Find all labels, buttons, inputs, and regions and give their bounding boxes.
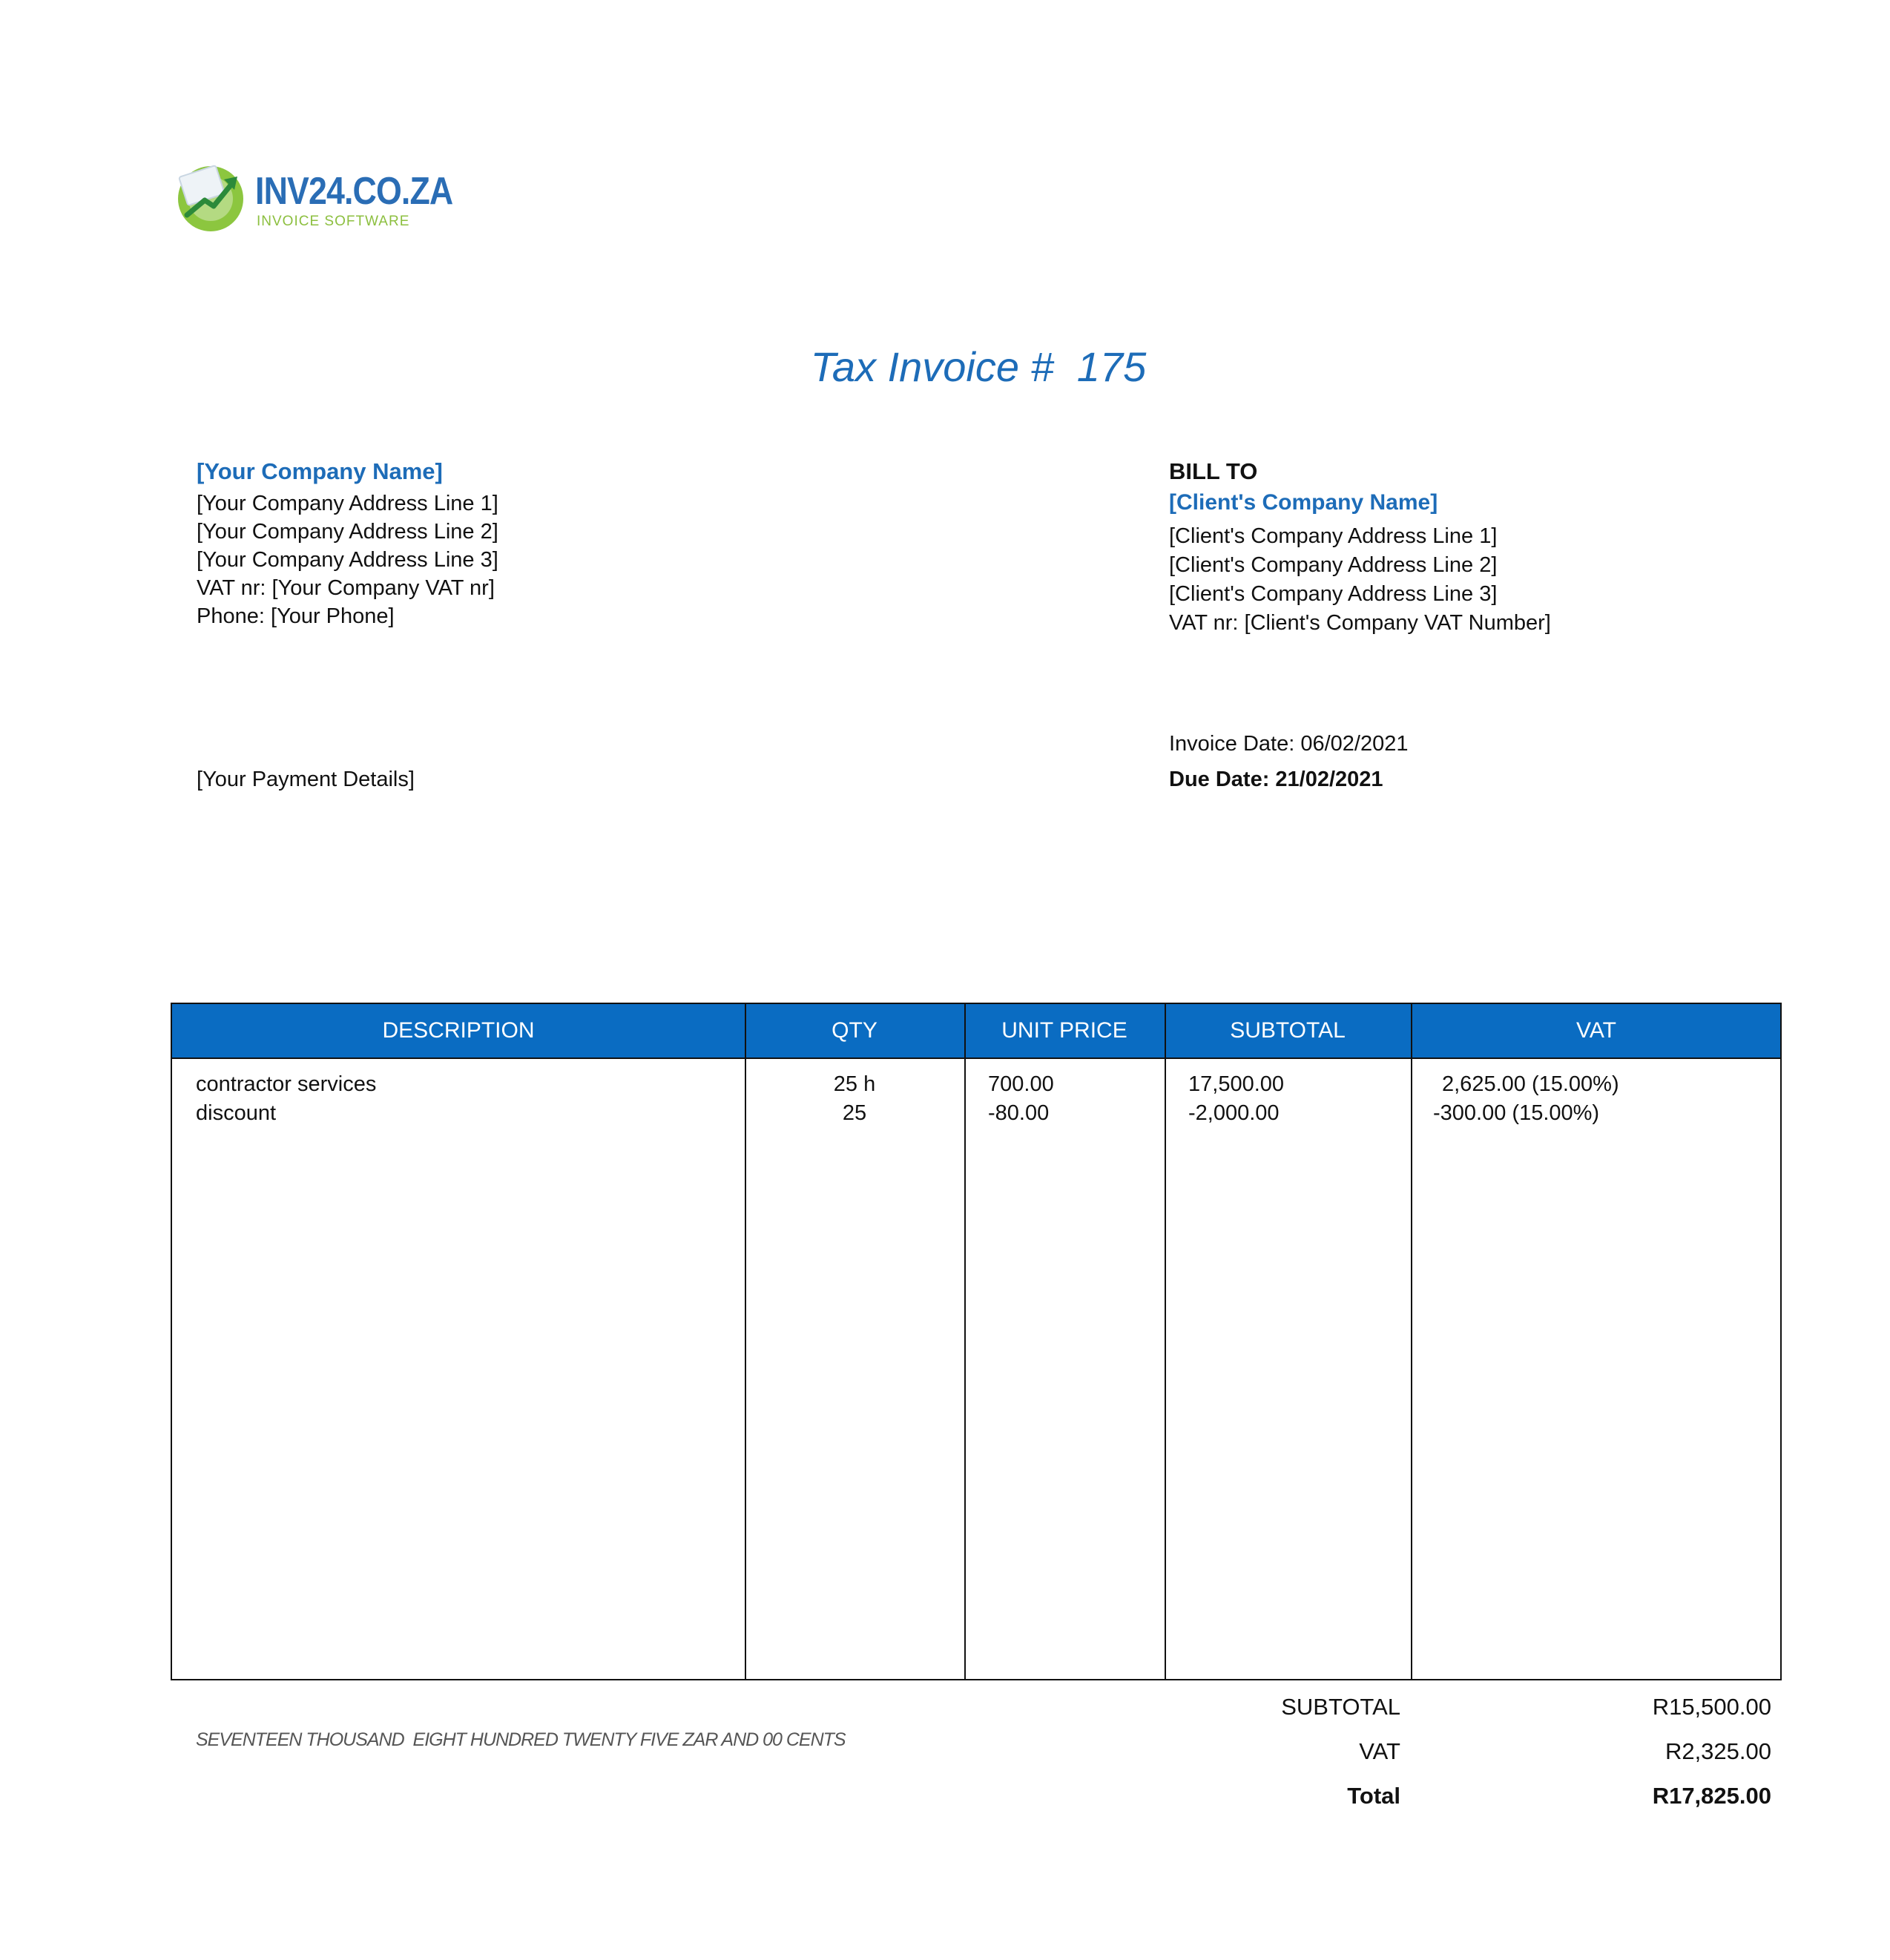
company-name: [Your Company Name]	[197, 458, 443, 484]
row-description: contractor services	[196, 1072, 377, 1096]
client-address-line-1: [Client's Company Address Line 1]	[1169, 524, 1498, 548]
totals-vat-label: VAT	[1359, 1738, 1400, 1764]
row-subtotal: -2,000.00	[1188, 1101, 1280, 1125]
column-divider	[1165, 1004, 1166, 1679]
payment-details: [Your Payment Details]	[197, 768, 415, 791]
due-date: Due Date: 21/02/2021	[1169, 768, 1383, 791]
company-address-line-3: [Your Company Address Line 3]	[197, 548, 498, 572]
line-items-table	[171, 1003, 1782, 1680]
column-header-unit-price: UNIT PRICE	[1001, 1018, 1127, 1043]
column-divider	[964, 1004, 966, 1679]
row-vat: 2,625.00 (15.00%)	[1442, 1072, 1619, 1096]
row-qty: 25 h	[833, 1072, 876, 1096]
table-header	[172, 1004, 1780, 1059]
column-divider	[1411, 1004, 1412, 1679]
company-phone: Phone: [Your Phone]	[197, 604, 395, 628]
row-subtotal: 17,500.00	[1188, 1072, 1285, 1096]
row-unit-price: -80.00	[988, 1101, 1050, 1125]
company-address-line-2: [Your Company Address Line 2]	[197, 520, 498, 544]
invoice-date: Invoice Date: 06/02/2021	[1169, 732, 1409, 756]
amount-in-words: SEVENTEEN THOUSAND EIGHT HUNDRED TWENTY FIVE ZAR AND 00 CENTS	[196, 1729, 846, 1750]
client-company-name: [Client's Company Name]	[1169, 490, 1438, 515]
row-vat: -300.00 (15.00%)	[1433, 1101, 1600, 1125]
totals-total-value: R17,825.00	[1652, 1783, 1771, 1809]
client-address-line-2: [Client's Company Address Line 2]	[1169, 553, 1498, 577]
column-header-qty: QTY	[832, 1018, 878, 1043]
client-vat: VAT nr: [Client's Company VAT Number]	[1169, 611, 1551, 635]
row-qty: 25	[842, 1101, 867, 1125]
column-header-vat: VAT	[1576, 1018, 1616, 1043]
client-address-line-3: [Client's Company Address Line 3]	[1169, 582, 1498, 606]
company-address-line-1: [Your Company Address Line 1]	[197, 492, 498, 515]
bill-to-heading: BILL TO	[1169, 458, 1258, 484]
company-vat: VAT nr: [Your Company VAT nr]	[197, 576, 495, 600]
totals-subtotal-value: R15,500.00	[1652, 1694, 1771, 1720]
chart-arrow-icon	[172, 160, 251, 234]
logo-name: INV24.CO.ZA	[255, 170, 453, 213]
invoice-title: Tax Invoice # 175	[810, 343, 1147, 390]
totals-subtotal-label: SUBTOTAL	[1281, 1694, 1400, 1720]
totals-vat-value: R2,325.00	[1665, 1738, 1771, 1764]
brand-logo	[172, 157, 453, 239]
totals-total-label: Total	[1347, 1783, 1400, 1809]
column-header-subtotal: SUBTOTAL	[1230, 1018, 1346, 1043]
column-header-description: DESCRIPTION	[382, 1018, 535, 1043]
row-description: discount	[196, 1101, 277, 1125]
row-unit-price: 700.00	[988, 1072, 1054, 1096]
logo-tagline: INVOICE SOFTWARE	[257, 214, 410, 229]
